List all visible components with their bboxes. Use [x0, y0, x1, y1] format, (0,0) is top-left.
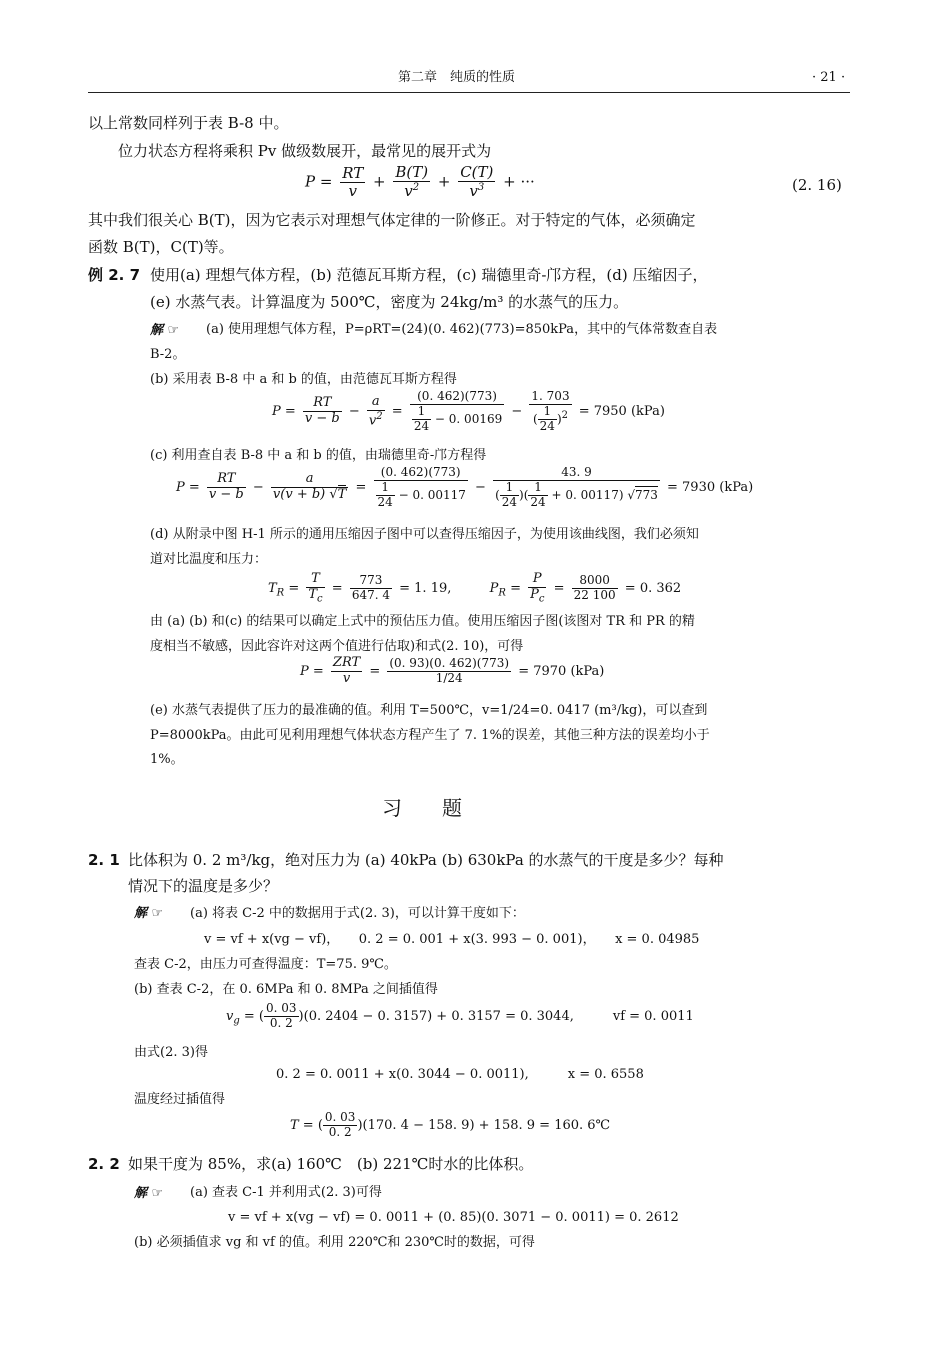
- section-title: 习 题: [382, 796, 462, 820]
- reduced-pressure: = 0. 362: [624, 581, 682, 597]
- problem-2-1-question-2: 情况下的温度是多少？: [128, 877, 279, 895]
- intro-line-2: 位力状态方程将乘积 Pv 做级数展开，最常见的展开式为: [118, 142, 492, 160]
- example-e-1: (e) 水蒸气表提供了压力的最准确的值。利用 T=500℃，v=1/24=0. 0417 (m³/kg)，可以查到: [150, 703, 708, 718]
- vdw-equation: P = $\frac{RT}{v - b}$ − $\frac{a}{v^2}$ = (0. 462)(773) $\frac{1}{24}$ − 0. 00169 − 1. 703 ( $\frac{1}{24}$ )$^2$ = 7950 (kPa): [272, 389, 665, 433]
- example-a-2: B-2。: [150, 347, 186, 362]
- problem-2-2-eq-1: v = vf + x(vg − vf) = 0. 0011 + (0. 85)(0. 3071 − 0. 0011) = 0. 2612: [228, 1210, 679, 1225]
- problem-2-2-question-1: 如果干度为 85%，求(a) 160℃ (b) 221℃时水的比体积。: [128, 1155, 534, 1173]
- problem-2-1-eq-1: v = vf + x(vg − vf)， 0. 2 = 0. 001 + x(3. 993 − 0. 001)， x = 0. 04985: [204, 932, 700, 947]
- reduced-properties: $T_R$ = $\frac{T}{T_c}$ = $\frac{773}{647. 4}$ = 1. 19, $P_R$ = $\frac{P}{P_c}$ = $\frac{8000}{22 100}$ = 0. 362: [268, 571, 682, 605]
- equation-label: (2. 16): [792, 176, 842, 194]
- example-number: 例 2. 7: [88, 266, 141, 284]
- problem-2-1-b-2: 由式(2. 3)得: [134, 1045, 208, 1060]
- intro-line-3: 其中我们很关心 B(T)，因为它表示对理想气体定律的一阶修正。对于特定的气体，必须确定: [88, 211, 696, 229]
- reduced-temperature: = 1. 19,: [399, 581, 452, 597]
- compressibility-result: = 7970 (kPa): [518, 663, 605, 679]
- example-question-2: (e) 水蒸气表。计算温度为 500℃，密度为 24kg/m³ 的水蒸气的压力。: [150, 293, 629, 311]
- example-c-1: (c) 利用查自表 B-8 中 a 和 b 的值，由瑞德里奇-邝方程得: [150, 448, 487, 463]
- problem-2-1-question-1: 比体积为 0. 2 m³/kg，绝对压力为 (a) 40kPa (b) 630kPa 的水蒸气的干度是多少？每种: [128, 851, 724, 869]
- chapter-title: 第二章 纯质的性质: [398, 70, 516, 85]
- example-b-1: (b) 采用表 B-8 中 a 和 b 的值，由范德瓦耳斯方程得: [150, 372, 457, 387]
- compressibility-equation: P = $\frac{\text{ZRT}}{v}$ = $\frac{(0. 93)(0. 462)(773)}{1/24}$ = 7970 (kPa): [300, 655, 605, 686]
- problem-2-2-solution-mark: 解 ☞: [134, 1186, 164, 1201]
- intro-line-4: 函数 B(T)，C(T)等。: [88, 238, 234, 256]
- problem-2-1-a-1: (a) 将表 C-2 中的数据用于式(2. 3)，可以计算干度如下：: [190, 906, 525, 921]
- problem-2-1-number: 2. 1: [88, 851, 120, 869]
- vdw-result: = 7950 (kPa): [578, 404, 665, 420]
- problem-2-2-b-1: (b) 必须插值求 vg 和 vf 的值。利用 220℃和 230℃时的数据，可得: [134, 1235, 535, 1250]
- example-question-1: 使用(a) 理想气体方程，(b) 范德瓦耳斯方程，(c) 瑞德里奇-邝方程，(d) 压缩因子，: [150, 266, 708, 284]
- rk-equation: P = $\frac{RT}{v - b}$ − $\frac{a}{v(v + b) √T}$ = (0. 462)(773) $\frac{1}{24}$ − 0. 00117 − 43. 9 ( $\frac{1}{24}$ )( $\frac{1}{24}$ + 0. 00117) √773 = 7930 (kPa): [176, 465, 754, 509]
- example-d-4: 度相当不敏感，因此容许对这两个值进行估取)和式(2. 10)，可得: [150, 639, 524, 654]
- problem-2-1-b-3: 温度经过插值得: [134, 1092, 226, 1107]
- problem-2-1-eq-2: $v_g$ = ( $\frac{0. 03}{0. 2}$ )(0. 2404 − 0. 3157) + 0. 3157 = 0. 3044, vf = 0. 0011: [226, 1001, 694, 1030]
- rk-result: = 7930 (kPa): [667, 480, 754, 496]
- header-rule: [88, 92, 850, 93]
- solution-mark: 解 ☞: [150, 323, 180, 338]
- intro-line-1: 以上常数同样列于表 B-8 中。: [88, 114, 289, 132]
- example-e-2: P=8000kPa。由此可见利用理想气体状态方程产生了 7. 1%的误差，其他三种方法的误差均小于: [150, 728, 710, 743]
- problem-2-1-b-1: (b) 查表 C-2，在 0. 6MPa 和 0. 8MPa 之间插值得: [134, 982, 438, 997]
- problem-2-2-a-1: (a) 查表 C-1 并利用式(2. 3)可得: [190, 1185, 382, 1200]
- problem-2-1-eq-3: 0. 2 = 0. 0011 + x(0. 3044 − 0. 0011), x = 0. 6558: [276, 1067, 644, 1082]
- problem-2-1-eq-4-rest: (170. 4 − 158. 9) + 158. 9 = 160. 6℃: [362, 1117, 611, 1133]
- problem-2-2-number: 2. 2: [88, 1155, 120, 1173]
- example-d-2: 道对比温度和压力：: [150, 552, 268, 567]
- problem-2-1-a-2: 查表 C-2，由压力可查得温度：T=75. 9℃。: [134, 957, 397, 972]
- problem-2-1-eq-4: T = ( $\frac{0. 03}{0. 2}$ )(170. 4 − 158. 9) + 158. 9 = 160. 6℃: [290, 1110, 611, 1139]
- example-e-3: 1%。: [150, 752, 184, 767]
- page-number: · 21 ·: [812, 70, 846, 85]
- example-a-1: (a) 使用理想气体方程，P=ρRT=(24)(0. 462)(773)=850kPa，其中的气体常数查自表: [206, 322, 718, 337]
- equation-2-16: P = $\frac{RT}{v}$ + $\frac{B(T)}{v^2}$ + $\frac{C(T)}{v^3}$ + ···: [305, 163, 535, 201]
- problem-2-1-solution-mark: 解 ☞: [134, 906, 164, 921]
- example-d-1: (d) 从附录中图 H-1 所示的通用压缩因子图中可以查得压缩因子，为使用该曲线图，我们必须知: [150, 527, 699, 542]
- example-d-3: 由 (a) (b) 和(c) 的结果可以确定上式中的预估压力值。使用压缩因子图(该图对 TR 和 PR 的精: [150, 614, 695, 629]
- problem-2-1-eq-2-rest: (0. 2404 − 0. 3157) + 0. 3157 = 0. 3044, vf = 0. 0011: [303, 1008, 694, 1024]
